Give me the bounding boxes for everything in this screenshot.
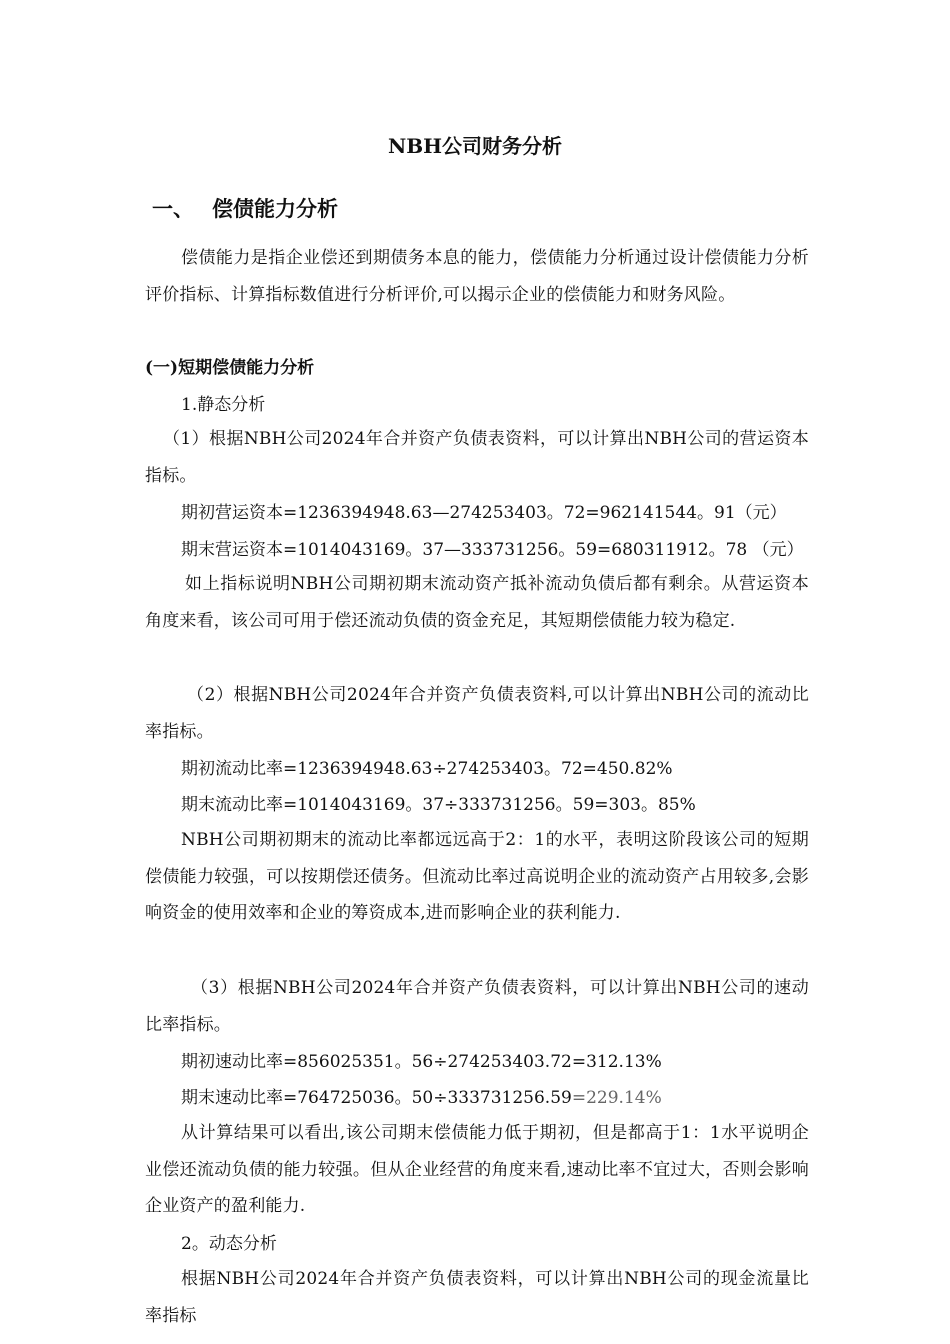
paragraph-cash-flow: 根据NBH公司2024年合并资产负债表资料，可以计算出NBH公司的现金流量比率指标 <box>145 1269 809 1326</box>
static-analysis-heading: 1.静态分析 <box>181 395 266 415</box>
formula-qr-begin: 期初速动比率=856025351。56÷274253403.72=312.13% <box>181 1052 662 1072</box>
formula-cr-end: 期末流动比率=1014043169。37÷333731256。59=303。85% <box>181 795 696 815</box>
paragraph-wc-analysis: 如上指标说明NBH公司期初期末流动资产抵补流动负债后都有剩余。从营运资本角度来看，该公司可用于偿还流动负债的资金充足，其短期偿债能力较为稳定. <box>145 574 809 631</box>
paragraph-qr-analysis: 从计算结果可以看出,该公司期末偿债能力低于期初，但是都高于1：1水平说明企业偿还流动负债的能力较强。但从企业经营的角度来看,速动比率不宜过大，否则会影响企业资产的盈利能力. <box>145 1123 809 1217</box>
intro-paragraph: 偿债能力是指企业偿还到期债务本息的能力，偿债能力分析通过设计偿债能力分析评价指标、计算指标数值进行分析评价,可以揭示企业的偿债能力和财务风险。 <box>145 248 809 305</box>
paragraph-working-capital: （1）根据NBH公司2024年合并资产负债表资料，可以计算出NBH公司的营运资本指标。 <box>145 429 809 486</box>
paragraph-quick-ratio: （3）根据NBH公司2024年合并资产负债表资料，可以计算出NBH公司的速动比率指标。 <box>145 978 809 1035</box>
formula-qr-end-value: =229.14% <box>571 1088 662 1108</box>
formula-cr-begin: 期初流动比率=1236394948.63÷274253403。72=450.82% <box>181 759 673 779</box>
formula-qr-end <box>181 1083 845 1113</box>
section-title: 偿债能力分析 <box>212 196 338 221</box>
paragraph-cr-analysis: NBH公司期初期末的流动比率都远远高于2：1的水平，表明这阶段该公司的短期偿债能力较强，可以按期偿还债务。但流动比率过高说明企业的流动资产占用较多,会影响资金的使用效率和企业的筹资成本,进而影响企业的获利能力. <box>145 830 809 924</box>
subsection-heading: (一)短期偿债能力分析 <box>145 358 315 378</box>
document-title: NBH公司财务分析 <box>387 134 563 158</box>
dynamic-analysis-heading: 2。动态分析 <box>181 1234 277 1254</box>
section-number: 一、 <box>152 196 194 221</box>
section-heading <box>152 194 338 224</box>
formula-wc-end: 期末营运资本=1014043169。37—333731256。59=680311912。78 （元） <box>181 540 804 560</box>
paragraph-current-ratio: （2）根据NBH公司2024年合并资产负债表资料,可以计算出NBH公司的流动比率指标。 <box>145 685 809 742</box>
formula-qr-end-main: 期末速动比率=764725036。50÷333731256.59 <box>181 1088 572 1108</box>
formula-wc-begin: 期初营运资本=1236394948.63—274253403。72=962141544。91（元） <box>181 503 787 523</box>
